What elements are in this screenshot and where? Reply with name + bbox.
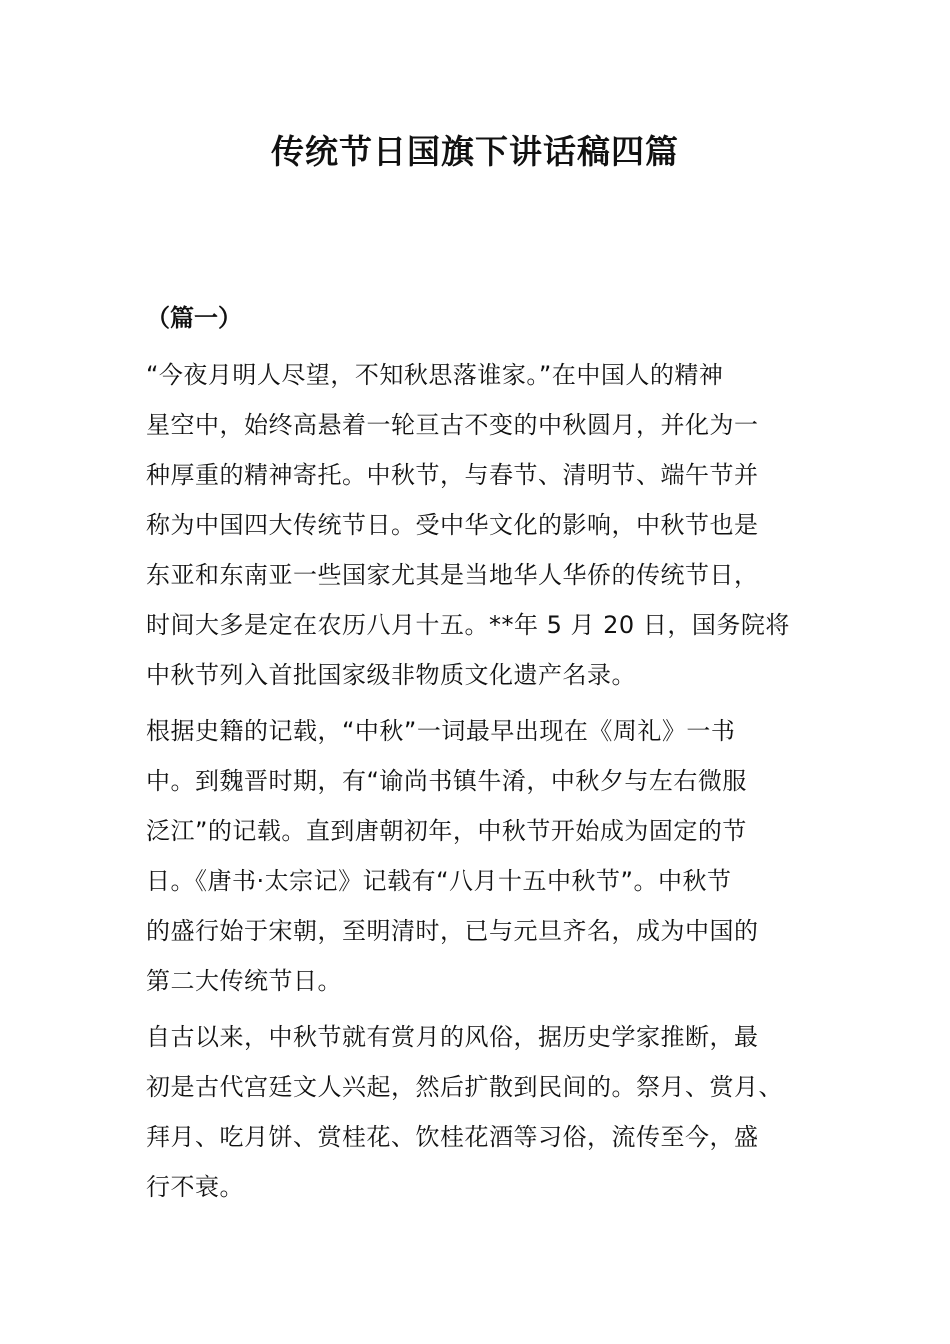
text-line: 泛江”的记载。直到唐朝初年，中秋节开始成为固定的节 xyxy=(146,817,747,845)
text-line: 种厚重的精神寄托。中秋节，与春节、清明节、端午节并 xyxy=(146,461,759,489)
paragraph-3 xyxy=(146,1012,806,1212)
document-title: 传统节日国旗下讲话稿四篇 xyxy=(271,132,679,171)
paragraph-2 xyxy=(146,706,806,1006)
paragraph-1 xyxy=(146,350,806,700)
text-line: 日。《唐书·太宗记》记载有“八月十五中秋节”。中秋节 xyxy=(146,867,732,895)
text-line: 东亚和东南亚一些国家尤其是当地华人华侨的传统节日， xyxy=(146,561,759,589)
text-line: 星空中，始终高悬着一轮亘古不变的中秋圆月，并化为一 xyxy=(146,411,759,439)
text-line: 时间大多是定在农历八月十五。**年 5 月 20 日，国务院将 xyxy=(146,611,790,639)
text-line: “今夜月明人尽望，不知秋思落谁家。”在中国人的精神 xyxy=(146,361,724,389)
section-heading: （篇一） xyxy=(146,304,242,332)
text-line: 中秋节列入首批国家级非物质文化遗产名录。 xyxy=(146,661,636,689)
text-line: 拜月、吃月饼、赏桂花、饮桂花酒等习俗，流传至今，盛 xyxy=(146,1123,759,1151)
text-line: 的盛行始于宋朝，至明清时，已与元旦齐名，成为中国的 xyxy=(146,917,759,945)
document-body xyxy=(146,350,806,1218)
text-line: 自古以来，中秋节就有赏月的风俗，据历史学家推断，最 xyxy=(146,1023,759,1051)
text-line: 称为中国四大传统节日。受中华文化的影响，中秋节也是 xyxy=(146,511,759,539)
text-line: 根据史籍的记载，“中秋”一词最早出现在《周礼》一书 xyxy=(146,717,736,745)
text-line: 第二大传统节日。 xyxy=(146,967,342,995)
text-line: 行不衰。 xyxy=(146,1173,244,1201)
text-line: 中。到魏晋时期，有“谕尚书镇牛淆，中秋夕与左右微服 xyxy=(146,767,747,795)
text-line: 初是古代宫廷文人兴起，然后扩散到民间的。祭月、赏月、 xyxy=(146,1073,783,1101)
